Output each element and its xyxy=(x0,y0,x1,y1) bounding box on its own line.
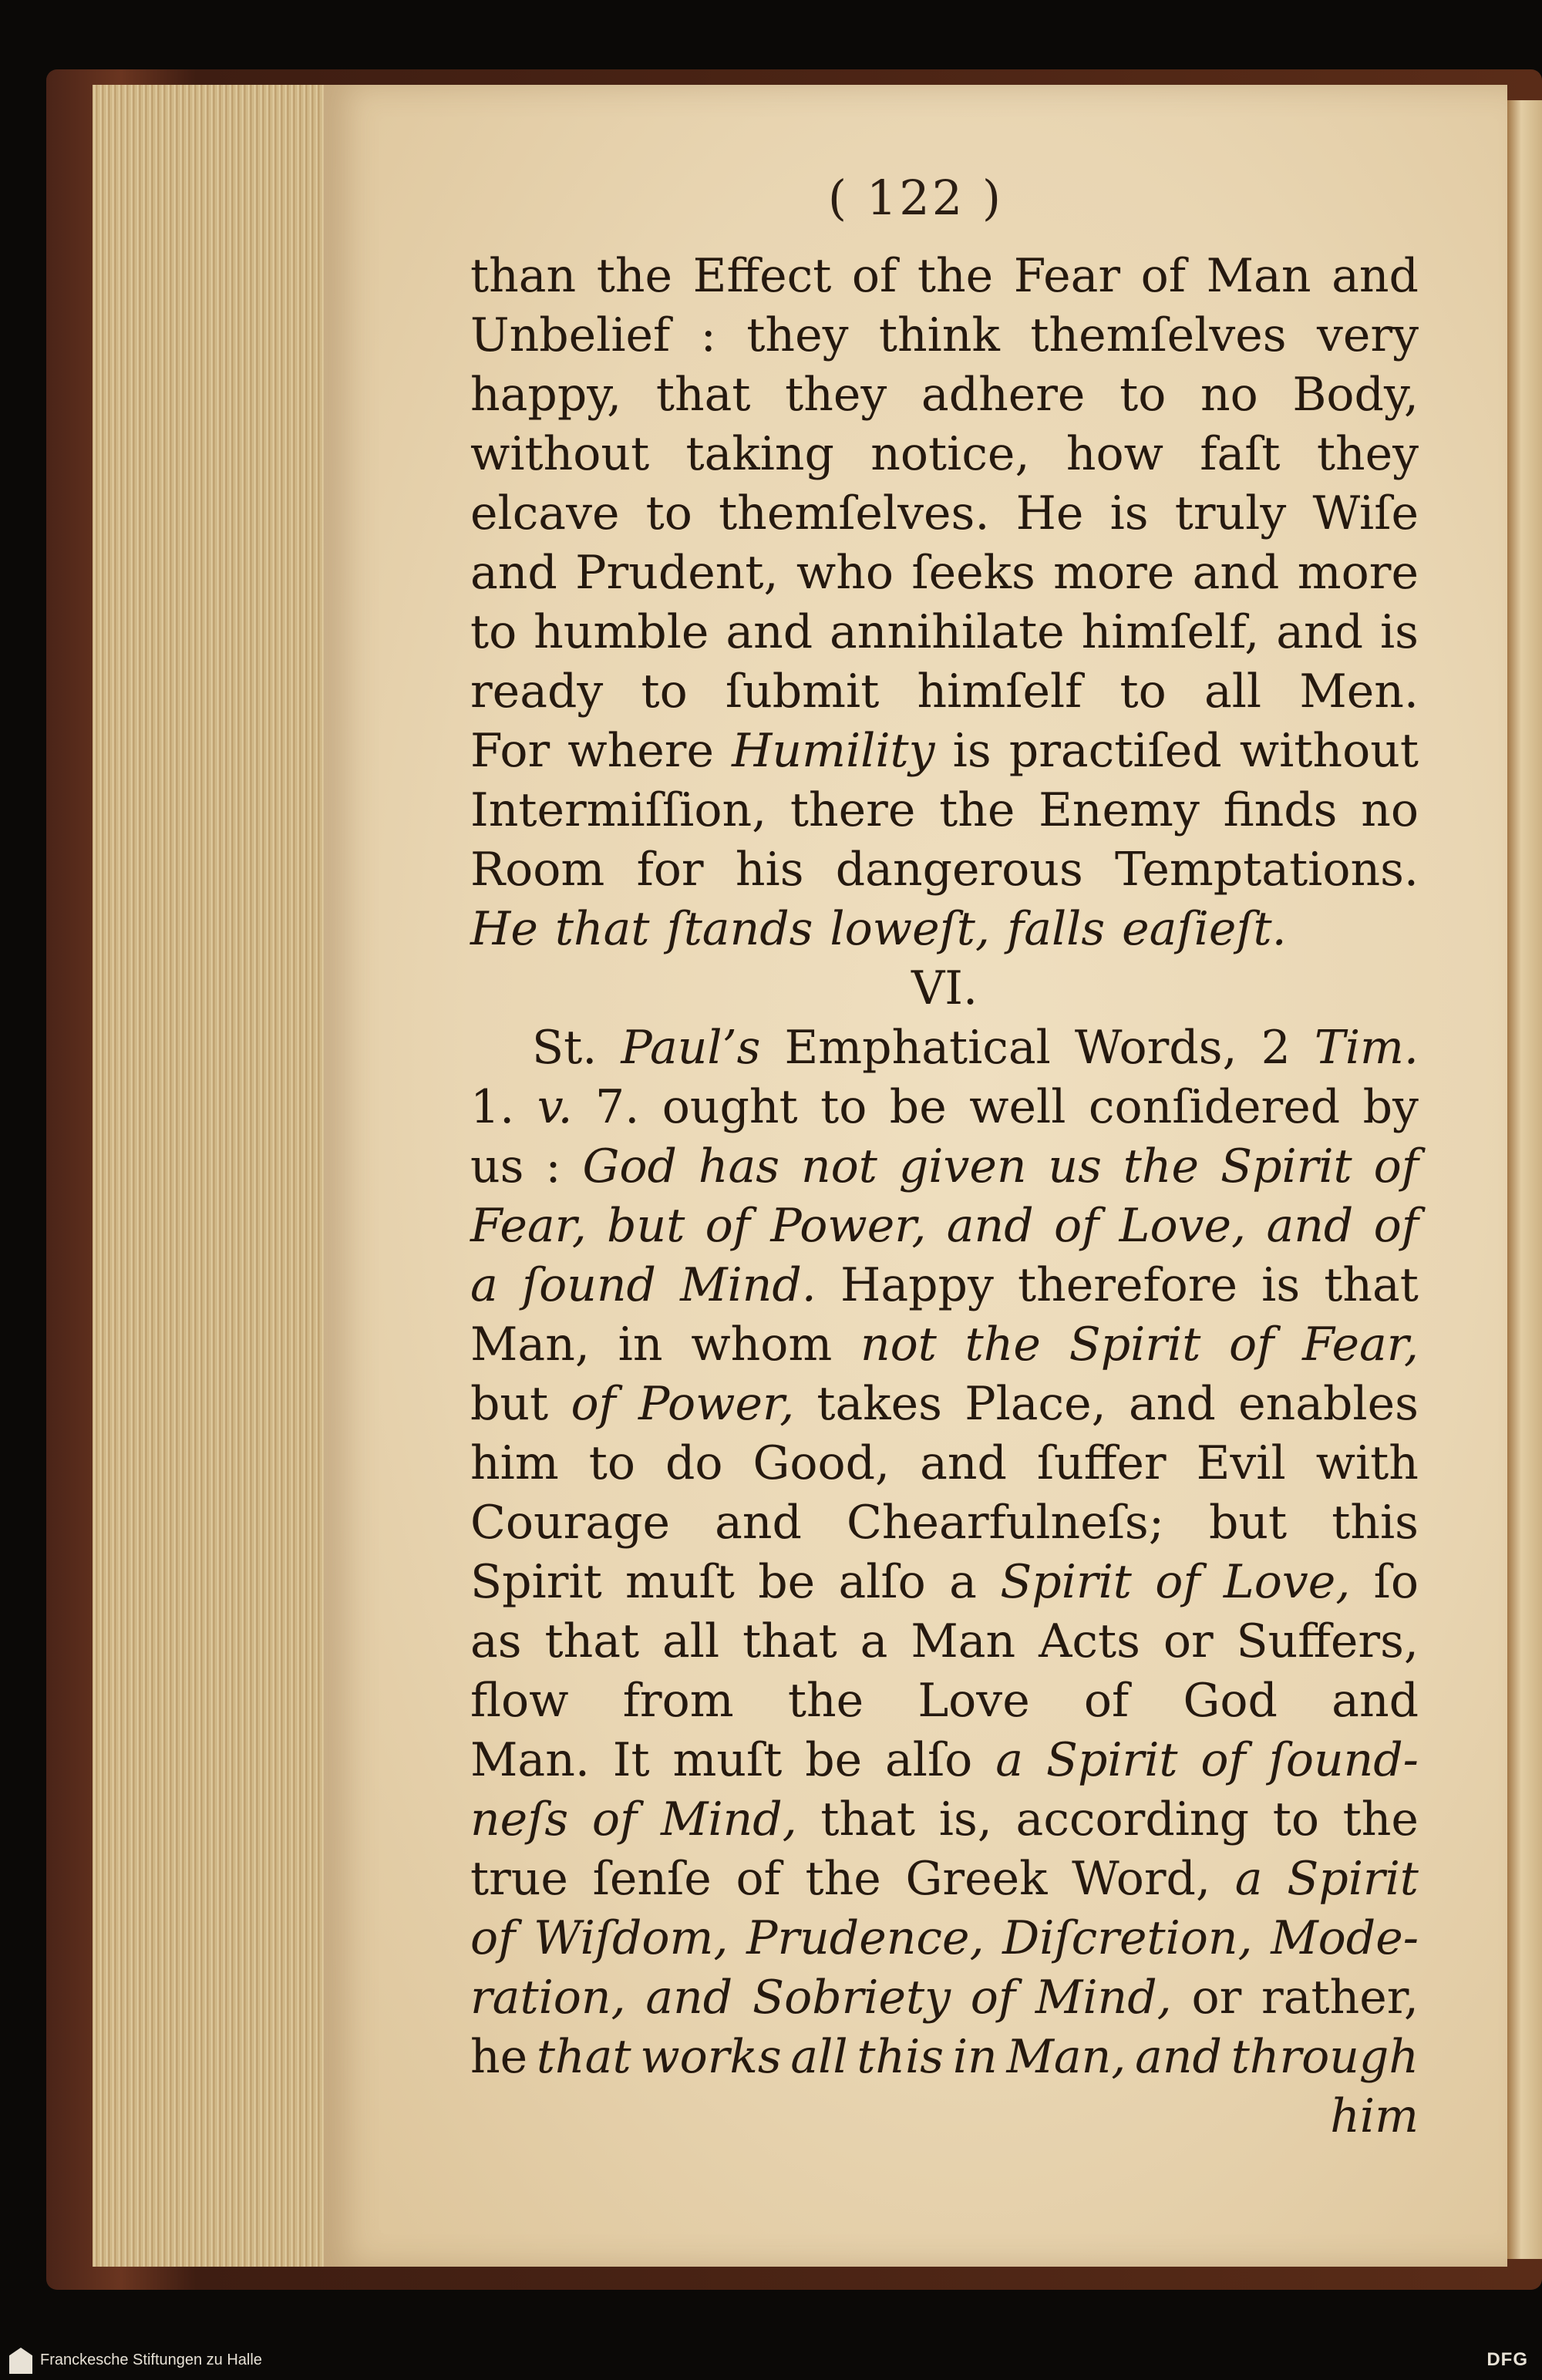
text-line: 1. v. 7. ought to be well conſidered by xyxy=(470,1080,1419,1134)
text-line: Courage and Chearfulneſs; but this xyxy=(470,1496,1419,1550)
text-line: Unbelief : they think themſelves very xyxy=(470,308,1419,362)
text-line: Intermiſſion, there the Enemy finds no xyxy=(470,783,1419,837)
text-line: he that works all this in Man, and through xyxy=(470,2030,1419,2084)
text-line: without taking notice, how faſt they xyxy=(470,427,1419,481)
text-line: Room for his dangerous Temptations. xyxy=(470,843,1419,897)
dfg-logo: DFG xyxy=(1486,2349,1528,2370)
page-edges xyxy=(93,85,342,2267)
page-text xyxy=(470,247,1419,2146)
text-line: of Wiſdom, Prudence, Diſcretion, Mode- xyxy=(470,1911,1419,1965)
footer-bar xyxy=(0,2341,1542,2380)
text-line: us : God has not given us the Spirit of xyxy=(470,1140,1419,1193)
text-line: a ſound Mind. Happy therefore is that xyxy=(470,1258,1419,1312)
institution-logo-icon xyxy=(9,2348,32,2374)
text-line: He that ſtands loweſt, falls eaſieſt. xyxy=(470,902,1287,956)
text-line: flow from the Love of God and xyxy=(470,1674,1419,1728)
institution-name: Franckesche Stiftungen zu Halle xyxy=(40,2351,262,2368)
page-number: ( 122 ) xyxy=(827,170,1004,226)
text-line: ration, and Sobriety of Mind, or rather, xyxy=(470,1971,1419,2025)
text-line: Fear, but of Power, and of Love, and of xyxy=(470,1199,1419,1253)
text-line: elcave to themſelves. He is truly Wiſe xyxy=(470,486,1419,540)
text-line: as that all that a Man Acts or Suffers, xyxy=(470,1614,1419,1668)
text-line: neſs of Mind, that is, according to the xyxy=(470,1793,1419,1846)
text-line: but of Power, takes Place, and enables xyxy=(470,1377,1419,1431)
text-line: to humble and annihilate himſelf, and is xyxy=(470,605,1419,659)
text-line: Man. It muſt be alſo a Spirit of ſound- xyxy=(470,1733,1419,1787)
text-line: Spirit muſt be alſo a Spirit of Love, ſo xyxy=(470,1555,1419,1609)
text-line: happy, that they adhere to no Body, xyxy=(470,368,1419,422)
text-line: Man, in whom not the Spirit of Fear, xyxy=(470,1318,1419,1372)
catchword: him xyxy=(1330,2089,1419,2143)
facing-page-edge xyxy=(1507,100,1542,2259)
text-line: him to do Good, and ſuffer Evil with xyxy=(470,1436,1419,1490)
text-line: ready to ſubmit himſelf to all Men. xyxy=(470,665,1419,719)
text-line: For where Humility is practiſed without xyxy=(470,724,1419,778)
text-line: St. Paul’s Emphatical Words, 2 Tim. xyxy=(532,1021,1419,1075)
book-page xyxy=(324,85,1507,2267)
section-heading: VI. xyxy=(911,961,978,1015)
text-line: than the Effect of the Fear of Man and xyxy=(470,249,1419,303)
text-line: and Prudent, who ſeeks more and more xyxy=(470,546,1419,600)
text-line: true ſenſe of the Greek Word, a Spirit xyxy=(470,1852,1419,1906)
